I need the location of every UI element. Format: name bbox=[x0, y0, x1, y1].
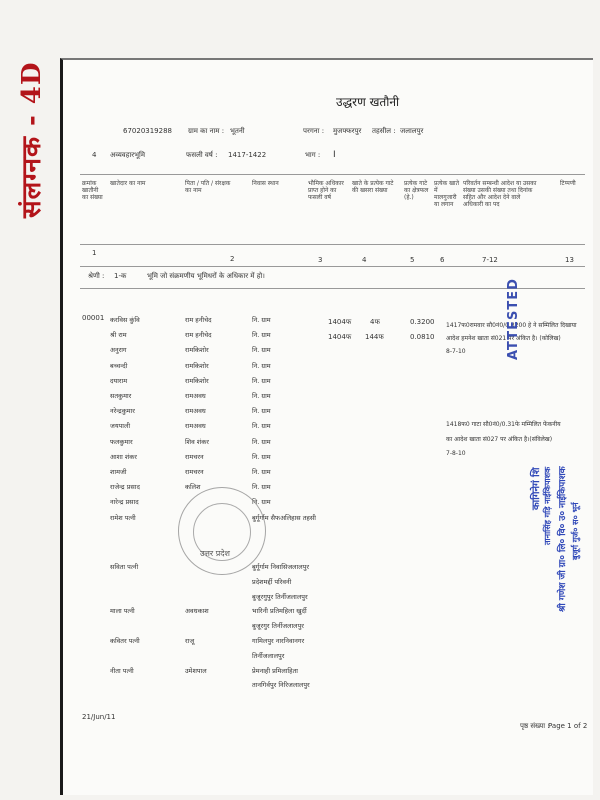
owner-cont-father: राजू bbox=[185, 637, 195, 645]
bhag-label: भाग : bbox=[305, 151, 321, 159]
print-date: 21/Jun/11 bbox=[82, 713, 116, 721]
col-header-4: निवास स्थान bbox=[252, 180, 279, 187]
plot-khasra-1: 4फ bbox=[370, 318, 380, 326]
pargana-label: परगना : bbox=[303, 127, 325, 135]
owner-res: नि. ग्राम bbox=[252, 392, 271, 400]
col-header-2: खातेदार का नाम bbox=[110, 180, 146, 187]
category-code: 1-क bbox=[114, 272, 127, 280]
owner-name: नारेन्द्र प्रसाद bbox=[110, 498, 139, 507]
col-header-7: प्रत्येक गाटे का क्षेत्रफल (हे.) bbox=[404, 180, 429, 201]
fasli-value: 1417-1422 bbox=[228, 151, 267, 159]
plot-area-2: 0.0810 bbox=[410, 333, 435, 341]
owner-name: जयपाली bbox=[110, 422, 131, 431]
col-number-8: 6 bbox=[440, 256, 445, 264]
row2-prefix: 4 bbox=[92, 151, 97, 159]
land-class: अव्यवहारभूमि bbox=[110, 151, 146, 159]
owner-name: नरेन्द्रकुमार bbox=[110, 407, 135, 416]
owner-cont-name: कवितर पत्नी bbox=[110, 637, 140, 645]
owner-res: नि. ग्राम bbox=[252, 452, 271, 461]
plot-year-1: 1404फ bbox=[328, 318, 352, 326]
fasli-label: फसली वर्ष : bbox=[186, 151, 218, 159]
village-value: भूतनी bbox=[230, 127, 245, 135]
owner-father: रामकिशोर bbox=[185, 361, 209, 370]
owner-name: अनुराग bbox=[110, 346, 127, 355]
owner-name: शामजी bbox=[110, 468, 127, 476]
owner-name: श्री राम bbox=[110, 331, 127, 340]
owner-res: नि. ग्राम bbox=[252, 437, 271, 446]
owner-cont-name: सविता पत्नी bbox=[110, 563, 139, 571]
owner-father: रामचरन bbox=[185, 468, 204, 476]
owner-res: नि. ग्राम bbox=[252, 376, 271, 385]
plot-khasra-2: 144फ bbox=[365, 333, 384, 341]
order-note-4: का आदेश खाता सं027 पर अंकित है।(संविलेख) bbox=[446, 436, 553, 443]
owner-father: रामचरन bbox=[185, 452, 204, 461]
col-number-9: 7-12 bbox=[482, 256, 498, 264]
col-header-6: खाते के प्रत्येक गाटे की खसरा संख्या bbox=[352, 180, 394, 194]
col-header-9: परिवर्तन सम्बन्धी आदेश या उसका संख्या उसकी संख्या तथा दिनांक सहित और आदेश देने वाले अधिकारी का पद bbox=[463, 180, 537, 208]
document-title: उद्धरण खतौनी bbox=[336, 95, 400, 109]
owner-cont-res: बुजूरगुर तिर्नीजलालपुर bbox=[252, 622, 304, 631]
col-header-8: प्रत्येक खाते में मालगुजारी या लगान bbox=[434, 180, 460, 208]
owner-father: शिव शंकर bbox=[185, 437, 209, 446]
owner-cont-res: तिर्नीजलालपुर bbox=[252, 651, 285, 660]
owner-name: सतकुमार bbox=[110, 392, 132, 400]
owner-res: नि. ग्राम bbox=[252, 407, 271, 416]
village-label: ग्राम का नाम : bbox=[188, 127, 225, 135]
owner-cont-res: बुजूरगुपुर तिर्नीजलालपुर bbox=[252, 592, 308, 601]
owner-res: नि. ग्राम bbox=[252, 346, 271, 355]
khata-number: 00001 bbox=[82, 314, 105, 322]
owner-name: आशा शंकर bbox=[110, 452, 137, 461]
plot-year-2: 1404फ bbox=[328, 333, 352, 341]
order-date-2: 7-8-10 bbox=[446, 450, 466, 457]
plot-area-1: 0.3200 bbox=[410, 318, 435, 326]
signature-line-2: तानासिंह गड़ि नाईकिपाशक bbox=[543, 466, 552, 545]
owner-cont-res: गामिलपुर नारनिवानगर bbox=[252, 637, 305, 645]
table-top-rule bbox=[80, 174, 585, 175]
owner-father: रामअवध bbox=[185, 407, 206, 416]
col-header-5: भौमिक अधिकार प्राप्त होने का फसली वर्ष bbox=[308, 180, 344, 201]
col-number-1: 1 bbox=[92, 249, 97, 257]
owner-cont-res: प्रेमनाही प्रमिलाहिता bbox=[252, 666, 298, 675]
col-number-bottom-rule bbox=[80, 266, 585, 267]
owner-res: बुर्गूर्गाम सैफअलिहास तहसी bbox=[252, 513, 316, 522]
owner-father: रामअवध bbox=[185, 392, 206, 400]
owner-name: करविस कुंवि bbox=[110, 316, 140, 324]
attested-stamp: ATTESTED bbox=[506, 278, 521, 360]
category-text: भूमि जो संक्रमणीय भूमिधरों के अधिकार में हो। bbox=[147, 272, 265, 280]
signature-line-4: बुजूर्ग गुर्ज० स० भूर्न bbox=[571, 502, 580, 560]
owner-father: रामकिशोर bbox=[185, 376, 209, 385]
col-number-5: 3 bbox=[318, 256, 323, 264]
owner-name: बच्चन्दी bbox=[110, 361, 128, 370]
col-number-6: 4 bbox=[362, 256, 367, 264]
owner-res: नि. ग्राम bbox=[252, 316, 271, 324]
owner-res: नि. ग्राम bbox=[252, 468, 271, 476]
owner-father: राम हनीचेद bbox=[185, 331, 212, 340]
col-header-1: क्रमांक खातौनी का संख्या bbox=[82, 180, 103, 201]
owner-name: राजेन्द्र प्रसाद bbox=[110, 483, 140, 492]
order-note-3: 1418फ0 गाटा सौ0नं0/0.31फे मम्मिलित फेंकनीय bbox=[446, 421, 561, 428]
col-number-7: 5 bbox=[410, 256, 415, 264]
owner-father: राम हनीचेद bbox=[185, 316, 212, 324]
owner-cont-name: माला पत्नी bbox=[110, 607, 135, 616]
tehsil-value: जलालपुर bbox=[400, 127, 424, 135]
col-number-top-rule bbox=[80, 244, 585, 245]
order-note-1: 1417फ0रामवार सौ0नं0/0.3200 हे ने सम्मिलित दिखाया bbox=[446, 322, 577, 329]
order-date-1: 8-7-10 bbox=[446, 348, 466, 355]
pargana-value: मुजफ्फरपुर bbox=[333, 127, 362, 135]
owner-cont-res: तानगिर्वपुर निरिजलालपुर bbox=[252, 681, 310, 690]
owner-cont-father: अवधकाश bbox=[185, 607, 209, 616]
owner-name: फलकुमार bbox=[110, 437, 133, 446]
margin-annotation: संलग्नक - 4D bbox=[17, 61, 47, 218]
col-header-10: टिप्पणी bbox=[560, 180, 576, 187]
col-header-3: पिता / पति / संरक्षक का नाम bbox=[185, 180, 231, 194]
owner-cont-father: उमेशपाल bbox=[185, 666, 207, 675]
owner-name: दयाराम bbox=[110, 376, 128, 385]
page-label: पृष्ठ संख्या : bbox=[520, 722, 550, 730]
owner-name: रामेश पत्नी bbox=[110, 513, 136, 522]
tehsil-label: तहसील : bbox=[372, 127, 396, 135]
col-number-4: 2 bbox=[230, 255, 235, 263]
owner-res: नि. ग्राम bbox=[252, 331, 271, 340]
page-number: Page 1 of 2 bbox=[548, 722, 588, 730]
seal-text: उत्तर प्रदेश bbox=[200, 549, 230, 558]
owner-cont-res: प्रदेशमर्द्दी परिवनी bbox=[252, 577, 292, 586]
order-note-2: आदेश हमनेश खाता सं021 पर अंकित है। (कोलिख) bbox=[446, 335, 561, 342]
khata-code: 67020319288 bbox=[123, 127, 172, 135]
owner-res: नि. ग्राम bbox=[252, 483, 271, 492]
col-number-10: 13 bbox=[565, 256, 574, 264]
signature-line-1: कागिनेगं शि bbox=[531, 467, 542, 510]
owner-cont-res: भारिनी प्रतिमहिला खुर्दी bbox=[252, 607, 307, 616]
signature-line-3: श्री गणेश जी ग्रा० लि० वि० उ० नाईकिपाशक bbox=[558, 466, 568, 612]
owner-res: नि. ग्राम bbox=[252, 361, 271, 370]
category-label: श्रेणी : bbox=[88, 272, 105, 280]
owner-cont-name: नीता पत्नी bbox=[110, 666, 134, 675]
owner-father: रामअवध bbox=[185, 422, 206, 431]
owner-father: कलिश bbox=[185, 483, 201, 492]
bhag-value: I bbox=[333, 150, 336, 160]
owner-res: नि. ग्राम bbox=[252, 422, 271, 431]
owner-father: रामकिशोर bbox=[185, 346, 209, 355]
owner-cont-res: बुर्गूर्गाम निवासिजलालपुर bbox=[252, 563, 310, 571]
owner-res: नि. ग्राम bbox=[252, 498, 271, 507]
